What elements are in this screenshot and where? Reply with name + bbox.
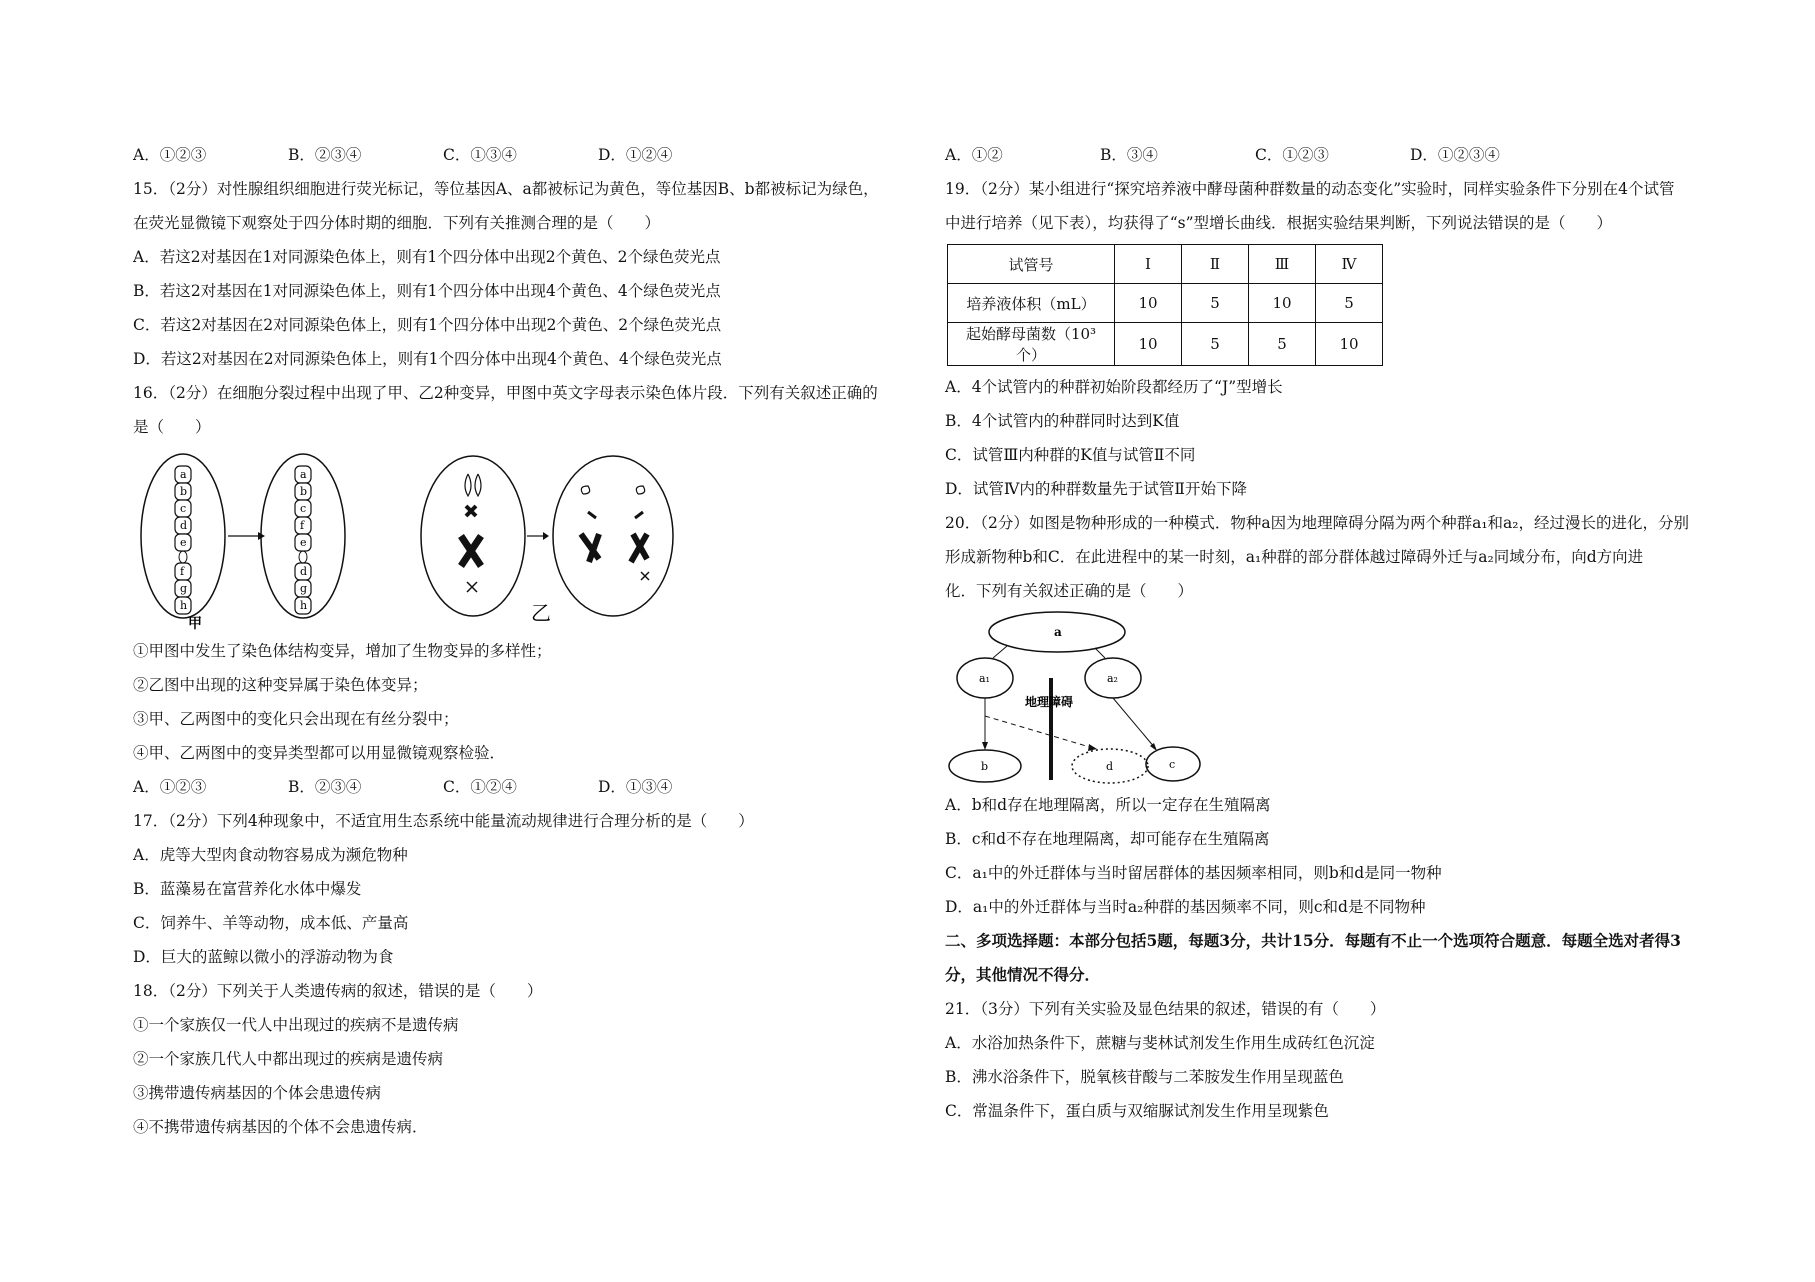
table-cell: 5 (1249, 323, 1316, 366)
chromosomes-yi-cell1 (461, 474, 481, 592)
q18-statement-1: ①一个家族仅一代人中出现过的疾病不是遗传病 (133, 1016, 459, 1034)
q17-option-a: A．虎等大型肉食动物容易成为濒危物种 (133, 846, 408, 864)
q20-option-c: C．a₁中的外迁群体与当时留居群体的基因频率相同，则b和d是同一物种 (945, 864, 1442, 882)
option-c: C．①③④ (443, 146, 517, 164)
chromosome-segment-label: e (180, 536, 187, 549)
option-a: A．①②③ (133, 778, 207, 796)
fig-label-yi: 乙 (531, 601, 551, 625)
section2-line2: 分，其他情况不得分． (945, 965, 1101, 984)
left-column (133, 138, 913, 1144)
table-cell: 5 (1316, 284, 1383, 323)
centromere (299, 551, 307, 563)
q20-option-d: D．a₁中的外迁群体与当时a₂种群的基因频率不同，则c和d是不同物种 (945, 898, 1426, 916)
option-a: A．①②③ (133, 146, 207, 164)
speciation-diagram (945, 608, 1245, 788)
chromosome-segment-label: c (180, 502, 187, 515)
q14-options (133, 138, 913, 172)
chromosomes-yi-cell2 (581, 486, 649, 580)
chromosome-segment-label: d (300, 565, 308, 578)
option-c: C．①②④ (443, 778, 517, 796)
node-a1: a₁ (979, 672, 990, 685)
fig-label-jia: 甲 (188, 616, 202, 632)
q19-table (947, 244, 1383, 366)
node-a2: a₂ (1107, 672, 1118, 685)
q15-option-a: A．若这2对基因在1对同源染色体上，则有1个四分体中出现2个黄色、2个绿色荧光点 (133, 248, 721, 266)
q15-stem-line2: 在荧光显微镜下观察处于四分体时期的细胞．下列有关推测合理的是（ ） (133, 214, 661, 232)
table-cell: 10 (1115, 284, 1182, 323)
q15-option-d: D．若这2对基因在2对同源染色体上，则有1个四分体中出现4个黄色、4个绿色荧光点 (133, 350, 722, 368)
q17-stem: 17．（2分）下列4种现象中，不适宜用生态系统中能量流动规律进行合理分析的是（ ） (133, 812, 754, 830)
table-cell: 10 (1115, 323, 1182, 366)
chromosome-segment-label: b (180, 485, 188, 498)
chromosome-segment-label: b (300, 485, 308, 498)
table-cell: Ⅱ (1182, 245, 1249, 284)
chromosome-segment-label: h (180, 599, 188, 612)
q15-option-b: B．若这2对基因在1对同源染色体上，则有1个四分体中出现4个黄色、4个绿色荧光点 (133, 282, 721, 300)
q16-statement-4: ④甲、乙两图中的变异类型都可以用显微镜观察检验． (133, 744, 506, 762)
right-column (945, 138, 1725, 1128)
option-c: C．①②③ (1255, 146, 1329, 164)
q15-stem-line1: 15．（2分）对性腺组织细胞进行荧光标记，等位基因A、a都被标记为黄色，等位基因B、b都被标记为绿色， (133, 180, 879, 198)
q19-stem-line1: 19．（2分）某小组进行“探究培养液中酵母菌种群数量的动态变化”实验时，同样实验条件下分别在4个试管 (945, 180, 1675, 198)
node-c: c (1169, 758, 1176, 771)
option-a: A．①② (945, 146, 1003, 164)
chromosome-segment-label: f (300, 519, 305, 532)
q18-options (945, 138, 1725, 172)
chromosome-segment-label: g (180, 582, 188, 595)
table-cell: 10 (1249, 284, 1316, 323)
chromosome-jia-before (175, 466, 191, 614)
q16-options (133, 770, 913, 804)
q16-figure (133, 444, 913, 634)
question-18 (133, 974, 913, 1144)
q16-statement-3: ③甲、乙两图中的变化只会出现在有丝分裂中； (133, 710, 459, 728)
chromosome-segment-label: h (300, 599, 308, 612)
question-16 (133, 376, 913, 804)
q19-stem-line2: 中进行培养（见下表），均获得了“s”型增长曲线．根据实验结果判断，下列说法错误的是（ ） (945, 214, 1613, 232)
table-cell: 5 (1182, 284, 1249, 323)
q16-stem-line1: 16．（2分）在细胞分裂过程中出现了甲、乙2种变异，甲图中英文字母表示染色体片段．下列有关叙述正确的 (133, 384, 878, 402)
barrier-label: 地理障碍 (1025, 695, 1074, 709)
option-b: B．②③④ (288, 778, 362, 796)
centromere (179, 551, 187, 563)
q18-statement-4: ④不携带遗传病基因的个体不会患遗传病． (133, 1118, 428, 1136)
q17-option-c: C．饲养牛、羊等动物，成本低、产量高 (133, 914, 409, 932)
option-d: D．①②③④ (1410, 146, 1500, 164)
chromosome-segment-label: e (300, 536, 307, 549)
q16-statement-2: ②乙图中出现的这种变异属于染色体变异； (133, 676, 428, 694)
q21-option-a: A．水浴加热条件下，蔗糖与斐林试剂发生作用生成砖红色沉淀 (945, 1034, 1375, 1052)
q18-statement-2: ②一个家族几代人中都出现过的疾病是遗传病 (133, 1050, 444, 1068)
table-cell: 试管号 (948, 245, 1115, 284)
q16-statement-1: ①甲图中发生了染色体结构变异，增加了生物变异的多样性； (133, 642, 552, 660)
table-cell: 起始酵母菌数（10³个） (948, 323, 1115, 366)
chromosome-segment-label: g (300, 582, 308, 595)
q19-option-c: C．试管Ⅲ内种群的K值与试管Ⅱ不同 (945, 446, 1196, 464)
question-17 (133, 804, 913, 974)
question-20 (945, 506, 1725, 924)
question-15 (133, 172, 913, 376)
table-cell: Ⅳ (1316, 245, 1383, 284)
q20-option-a: A．b和d存在地理隔离，所以一定存在生殖隔离 (945, 796, 1271, 814)
q17-option-d: D．巨大的蓝鲸以微小的浮游动物为食 (133, 948, 394, 966)
chromosome-variation-figure (133, 444, 693, 634)
q19-option-a: A．4个试管内的种群初始阶段都经历了“J”型增长 (945, 378, 1283, 396)
option-d: D．①②④ (598, 146, 673, 164)
q21-option-b: B．沸水浴条件下，脱氧核苷酸与二苯胺发生作用呈现蓝色 (945, 1068, 1344, 1086)
table-cell: 10 (1316, 323, 1383, 366)
chromosome-jia-after (295, 466, 311, 614)
table-cell: 培养液体积（mL） (948, 284, 1115, 323)
q20-stem-line3: 化．下列有关叙述正确的是（ ） (945, 582, 1194, 600)
section2-line1: 二、多项选择题：本部分包括5题，每题3分，共计15分．每题有不止一个选项符合题意．每题全选对者得3 (945, 931, 1681, 950)
chromosome-segment-label: a (180, 468, 187, 481)
chromosome-segment-label: f (180, 565, 185, 578)
table-header-row (948, 245, 1383, 284)
chromosome-segment-label: c (300, 502, 307, 515)
table-cell: Ⅰ (1115, 245, 1182, 284)
q18-stem: 18．（2分）下列关于人类遗传病的叙述，错误的是（ ） (133, 982, 543, 1000)
q20-stem-line1: 20．（2分）如图是物种形成的一种模式．物种a因为地理障碍分隔为两个种群a₁和a₂，经过漫长的进化，分别 (945, 514, 1689, 532)
table-row (948, 284, 1383, 323)
q20-figure (945, 608, 1725, 788)
option-b: B．③④ (1100, 146, 1158, 164)
q19-option-d: D．试管Ⅳ内的种群数量先于试管Ⅱ开始下降 (945, 480, 1247, 498)
node-d: d (1106, 760, 1114, 773)
q15-option-c: C．若这2对基因在2对同源染色体上，则有1个四分体中出现2个黄色、2个绿色荧光点 (133, 316, 722, 334)
chromosome-segment-label: d (180, 519, 188, 532)
option-b: B．②③④ (288, 146, 362, 164)
option-d: D．①③④ (598, 778, 673, 796)
table-cell: 5 (1182, 323, 1249, 366)
chromosome-segment-label: a (300, 468, 307, 481)
q21-option-c: C．常温条件下，蛋白质与双缩脲试剂发生作用呈现紫色 (945, 1102, 1329, 1120)
table-cell: Ⅲ (1249, 245, 1316, 284)
question-19 (945, 172, 1725, 506)
section-2-heading (945, 924, 1725, 992)
q20-option-b: B．c和d不存在地理隔离，却可能存在生殖隔离 (945, 830, 1270, 848)
node-b: b (981, 760, 989, 773)
q16-stem-line2: 是（ ） (133, 418, 211, 436)
node-a: a (1054, 625, 1062, 639)
question-21 (945, 992, 1725, 1128)
q20-stem-line2: 形成新物种b和C．在此进程中的某一时刻，a₁种群的部分群体越过障碍外迁与a₂同域分布，向d方向进 (945, 548, 1644, 566)
table-row (948, 323, 1383, 366)
q17-option-b: B．蓝藻易在富营养化水体中爆发 (133, 880, 362, 898)
q21-stem: 21．（3分）下列有关实验及显色结果的叙述，错误的有（ ） (945, 1000, 1386, 1018)
q18-statement-3: ③携带遗传病基因的个体会患遗传病 (133, 1084, 382, 1102)
q19-option-b: B．4个试管内的种群同时达到K值 (945, 412, 1180, 430)
